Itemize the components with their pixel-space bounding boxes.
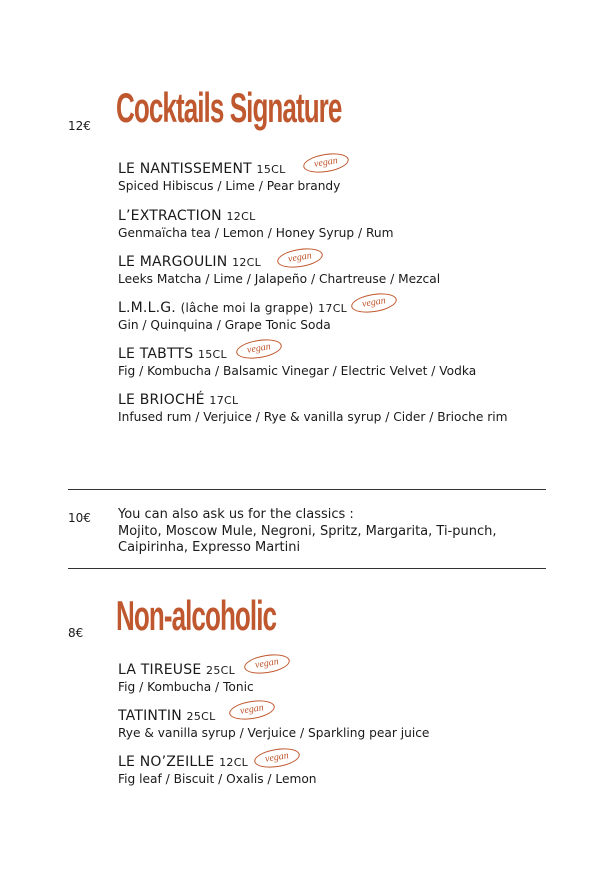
item-description: Fig / Kombucha / Tonic	[118, 680, 254, 694]
item-name: L.M.L.G.	[118, 300, 176, 316]
item-name: L’EXTRACTION	[118, 208, 222, 224]
item-name: LE NO’ZEILLE	[118, 754, 215, 770]
item-volume: 25CL	[206, 664, 236, 677]
classics-list-line: Caipirinha, Expresso Martini	[118, 540, 301, 555]
item-name: LE TABTTS	[118, 346, 194, 362]
classics-list-line: Mojito, Moscow Mule, Negroni, Spritz, Margarita, Ti-punch,	[118, 523, 497, 539]
item-description: Genmaïcha tea / Lemon / Honey Syrup / Rum	[118, 226, 394, 240]
menu-item	[118, 208, 393, 241]
menu-item	[118, 662, 254, 695]
item-name: TATINTIN	[118, 708, 182, 724]
divider	[68, 568, 546, 569]
item-description: Gin / Quinquina / Grape Tonic Soda	[118, 318, 331, 332]
item-description: Leeks Matcha / Lime / Jalapeño / Chartreuse / Mezcal	[118, 272, 441, 286]
item-volume: 15CL	[256, 163, 286, 176]
classics-block	[118, 507, 497, 557]
item-description: Fig / Kombucha / Balsamic Vinegar / Electric Velvet / Vodka	[118, 364, 477, 378]
menu-item	[118, 392, 508, 425]
item-description: Rye & vanilla syrup / Verjuice / Sparkling pear juice	[118, 726, 430, 740]
item-volume: 25CL	[186, 710, 216, 723]
signature-price: 12€	[68, 119, 91, 133]
vegan-badge: vegan	[244, 655, 290, 673]
item-volume: 17CL	[209, 394, 239, 407]
item-name: LA TIREUSE	[118, 662, 202, 678]
item-volume: 12CL	[226, 210, 256, 223]
vegan-badge: vegan	[254, 749, 300, 767]
item-description: Fig leaf / Biscuit / Oxalis / Lemon	[118, 772, 317, 786]
vegan-badge: vegan	[303, 154, 349, 172]
vegan-badge: vegan	[351, 294, 397, 312]
item-volume: 17CL	[318, 302, 348, 315]
classics-intro: You can also ask us for the classics :	[118, 507, 354, 522]
item-description: Infused rum / Verjuice / Rye & vanilla syrup / Cider / Brioche rim	[118, 410, 508, 424]
vegan-badge: vegan	[277, 249, 323, 267]
menu-item	[118, 300, 347, 333]
item-name: LE NANTISSEMENT	[118, 161, 252, 177]
item-name: LE BRIOCHÉ	[118, 392, 205, 408]
divider	[68, 489, 546, 490]
item-name: LE MARGOULIN	[118, 254, 228, 270]
signature-section-title: Cocktails Signature	[116, 84, 342, 131]
item-subtitle: (lâche moi la grappe)	[180, 301, 314, 315]
item-volume: 12CL	[232, 256, 262, 269]
vegan-badge: vegan	[229, 701, 275, 719]
item-description: Spiced Hibiscus / Lime / Pear brandy	[118, 179, 341, 193]
item-volume: 12CL	[219, 756, 249, 769]
item-volume: 15CL	[197, 348, 227, 361]
vegan-badge: vegan	[236, 340, 282, 358]
non-alcoholic-section-title: Non-alcoholic	[116, 592, 277, 639]
non-alcoholic-price: 8€	[68, 626, 84, 640]
classics-price: 10€	[68, 511, 91, 525]
menu-item	[118, 346, 476, 379]
